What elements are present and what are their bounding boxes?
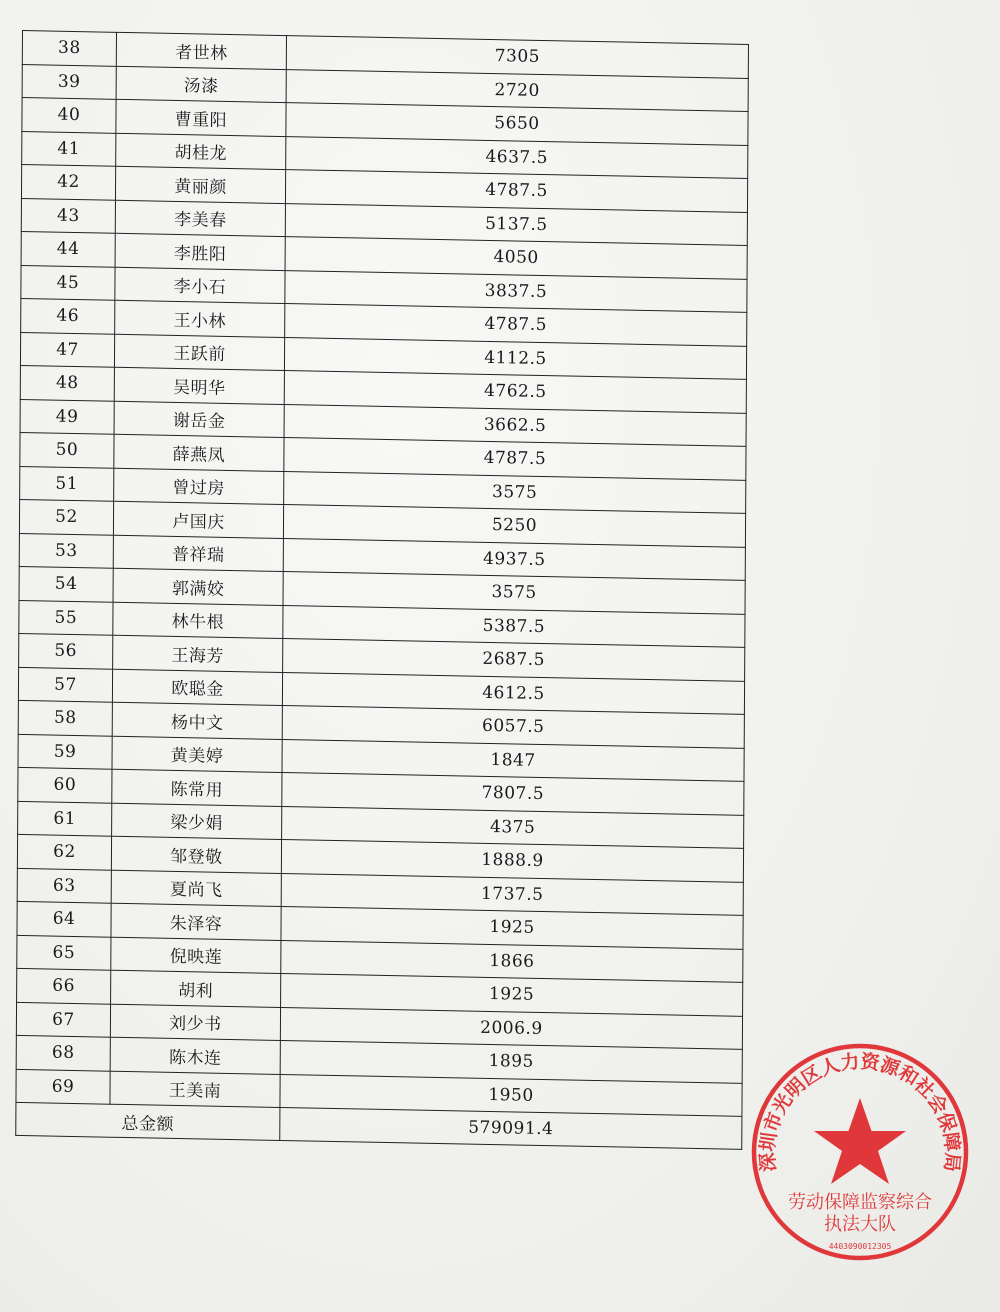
row-number: 58 [18,700,112,735]
row-number: 47 [20,332,114,367]
seal-serial: 4403090012305 [828,1242,892,1251]
row-amount: 7807.5 [282,773,744,815]
row-name: 王小林 [115,300,285,337]
row-amount: 2687.5 [283,639,745,681]
star-icon [814,1098,906,1184]
row-number: 66 [17,968,111,1003]
row-amount: 1950 [280,1074,742,1116]
row-amount: 6057.5 [282,706,744,748]
row-number: 59 [18,734,112,769]
row-amount: 2006.9 [280,1007,742,1049]
row-number: 55 [19,600,113,635]
row-name: 胡桂龙 [116,133,286,170]
row-name: 黄美婷 [112,736,282,773]
row-name: 倪映莲 [111,937,281,974]
row-number: 63 [17,868,111,903]
row-name: 朱泽容 [111,903,281,940]
row-amount: 1866 [281,940,743,982]
row-name: 李美春 [115,200,285,237]
row-name: 卢国庆 [113,501,283,538]
row-number: 43 [21,198,115,233]
row-name: 夏尚飞 [111,870,281,907]
row-amount: 1895 [280,1040,742,1082]
row-number: 60 [18,767,112,802]
row-amount: 4112.5 [284,337,746,379]
row-amount: 4612.5 [282,672,744,714]
row-name: 曹重阳 [116,99,286,136]
row-name: 刘少书 [110,1004,280,1041]
row-number: 39 [22,64,116,99]
row-name: 王美南 [110,1071,280,1108]
row-name: 普祥瑞 [113,535,283,572]
row-name: 胡利 [111,970,281,1007]
row-amount: 5650 [286,103,748,145]
seal-bottom-line-1: 劳动保障监察综合 [788,1192,932,1213]
row-amount: 4762.5 [284,371,746,413]
row-name: 王跃前 [114,334,284,371]
row-amount: 4637.5 [286,136,748,178]
row-amount: 3575 [283,572,745,614]
row-amount: 5387.5 [283,605,745,647]
seal-ring-text: 深圳市光明区人力资源和社会保障局 [756,1050,964,1173]
row-number: 51 [20,466,114,501]
row-number: 50 [20,432,114,467]
wage-table-body [16,31,749,1117]
row-name: 汤漆 [116,66,286,103]
official-seal [748,1040,972,1264]
row-name: 杨中文 [112,702,282,739]
row-amount: 4050 [285,237,747,279]
row-amount: 3837.5 [285,270,747,312]
row-number: 57 [18,667,112,702]
row-number: 61 [18,801,112,836]
row-amount: 1847 [282,739,744,781]
row-number: 49 [20,399,114,434]
row-amount: 1925 [281,973,743,1015]
row-number: 38 [22,31,116,66]
row-name: 陈常用 [112,769,282,806]
row-amount: 5250 [283,505,745,547]
row-number: 69 [16,1069,110,1104]
row-number: 46 [21,298,115,333]
row-number: 64 [17,901,111,936]
row-name: 林牛根 [113,602,283,639]
row-name: 黄丽颜 [115,166,285,203]
row-name: 曾过房 [114,468,284,505]
row-number: 44 [21,231,115,266]
row-number: 62 [17,834,111,869]
row-name: 者世林 [116,32,286,69]
row-amount: 4937.5 [283,538,745,580]
total-label: 总金额 [16,1102,280,1140]
row-number: 53 [19,533,113,568]
row-number: 56 [19,633,113,668]
seal-bottom-line-2: 执法大队 [824,1214,896,1235]
row-amount: 7305 [286,36,748,78]
row-amount: 1737.5 [281,873,743,915]
row-number: 52 [19,499,113,534]
row-amount: 4787.5 [285,170,747,212]
row-number: 40 [22,98,116,133]
row-name: 薛燕凤 [114,434,284,471]
row-amount: 4787.5 [285,304,747,346]
wage-list-sheet [15,30,748,1150]
row-number: 41 [22,131,116,166]
row-number: 68 [16,1035,110,1070]
row-name: 王海芳 [113,635,283,672]
row-name: 梁少娟 [112,803,282,840]
row-amount: 2720 [286,69,748,111]
row-name: 欧聪金 [112,669,282,706]
row-number: 65 [17,935,111,970]
row-name: 谢岳金 [114,401,284,438]
row-amount: 1925 [281,906,743,948]
row-number: 67 [16,1002,110,1037]
row-number: 45 [21,265,115,300]
row-number: 48 [20,365,114,400]
row-amount: 4375 [282,806,744,848]
row-amount: 1888.9 [281,839,743,881]
row-name: 李小石 [115,267,285,304]
row-amount: 4787.5 [284,438,746,480]
row-number: 54 [19,566,113,601]
row-amount: 5137.5 [285,203,747,245]
row-name: 吴明华 [114,367,284,404]
wage-table [15,30,749,1150]
row-amount: 3662.5 [284,404,746,446]
total-amount: 579091.4 [280,1107,742,1149]
row-name: 郭满姣 [113,568,283,605]
row-number: 42 [21,164,115,199]
row-name: 李胜阳 [115,233,285,270]
row-name: 邹登敬 [111,836,281,873]
row-amount: 3575 [284,471,746,513]
row-name: 陈木连 [110,1037,280,1074]
